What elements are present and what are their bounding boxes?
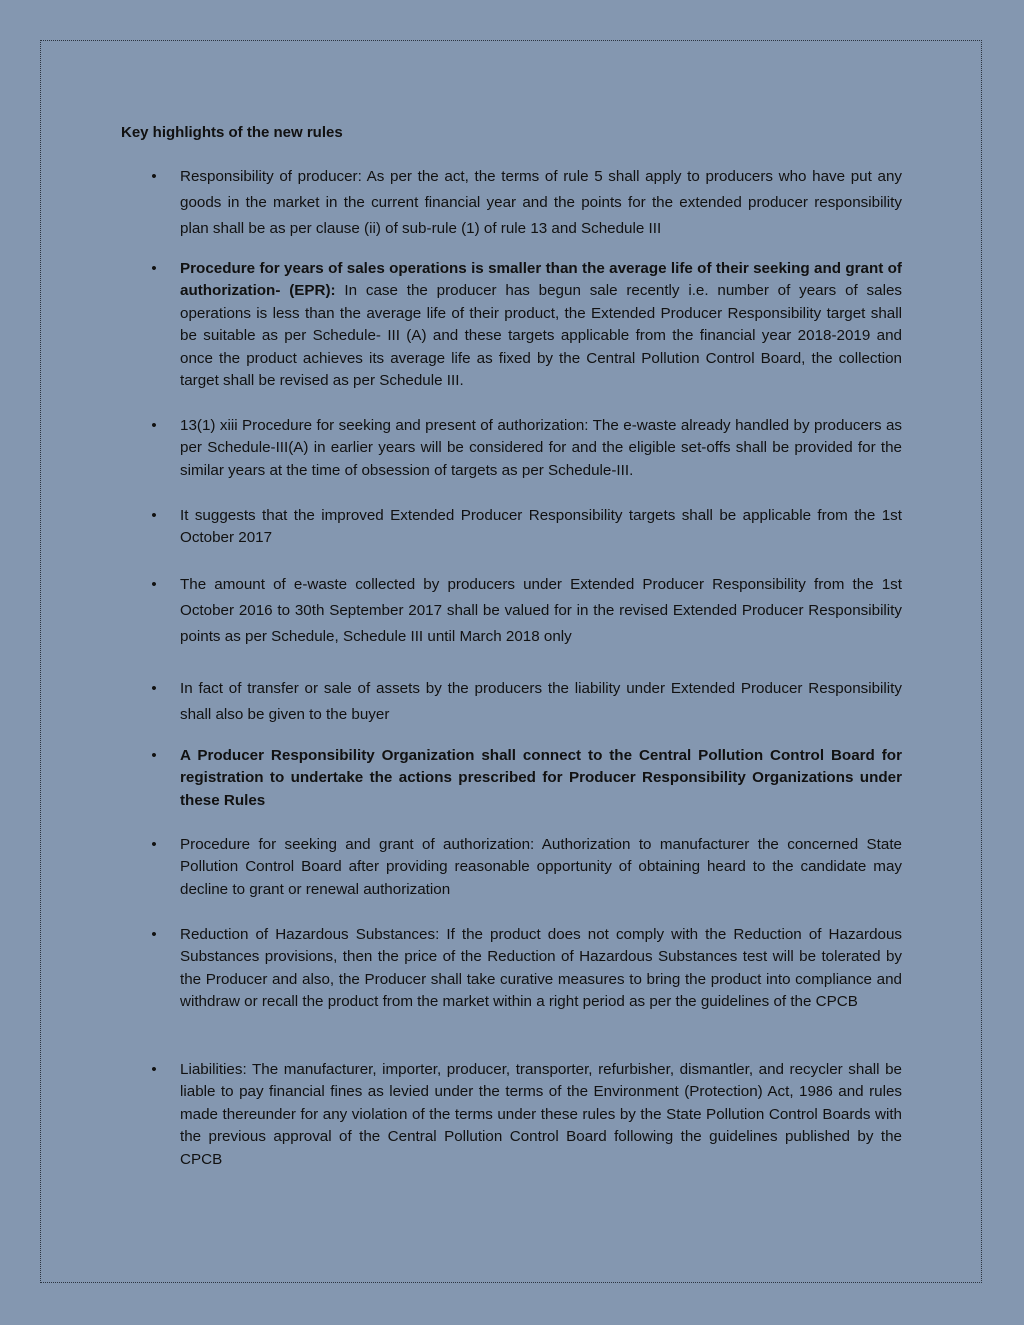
bullet-icon: • <box>151 926 157 943</box>
item-text: In fact of transfer or sale of assets by the producers the liability under Extended Producer Responsibility shall also be given to the buyer <box>180 680 902 723</box>
bullet-icon: • <box>151 836 157 853</box>
bullet-icon: • <box>151 680 157 697</box>
list-item <box>151 1059 902 1171</box>
list-item <box>151 834 902 901</box>
list-item <box>151 745 902 812</box>
list-item <box>151 924 902 1014</box>
list-item <box>151 676 902 728</box>
item-text: 13(1) xiii Procedure for seeking and present of authorization: The e-waste already handled by producers as per Schedule-III(A) in earlier years will be considered for and the eligible set-offs shall be provided for the similar years at the time of obsession of targets as per Schedule-III. <box>180 417 902 479</box>
list-item <box>151 572 902 649</box>
item-text: Liabilities: The manufacturer, importer, producer, transporter, refurbisher, dismantler, and recycler shall be liable to pay financial fines as levied under the terms of the Environment (Protection) Act, 1986 and rules made thereunder for any violation of the terms under these rules by the State Pollution Control Boards with the previous approval of the Central Pollution Control Board following the guidelines published by the CPCB <box>180 1061 902 1168</box>
bullet-icon: • <box>151 417 157 434</box>
list-item <box>151 258 902 392</box>
list-item <box>151 164 902 241</box>
item-bold-lead: Procedure for years of sales operations is smaller than the average life of their seeking and grant of authorization- (EPR): <box>180 260 902 300</box>
section-heading: Key highlights of the new rules <box>121 124 343 141</box>
item-text: The amount of e-waste collected by producers under Extended Producer Responsibility from the 1st October 2016 to 30th September 2017 shall be valued for in the revised Extended Producer Responsibility points as per Schedule, Schedule III until March 2018 only <box>180 576 902 645</box>
bullet-icon: • <box>151 168 157 185</box>
bullet-icon: • <box>151 747 157 764</box>
bullet-icon: • <box>151 260 157 277</box>
item-text: Responsibility of producer: As per the act, the terms of rule 5 shall apply to producers who have put any goods in the market in the current financial year and the points for the extended producer responsibility plan shall be as per clause (ii) of sub-rule (1) of rule 13 and Schedule III <box>180 168 902 237</box>
list-item <box>151 505 902 550</box>
bullet-icon: • <box>151 576 157 593</box>
item-text: In case the producer has begun sale recently i.e. number of years of sales operations is less than the average life of their product, the Extended Producer Responsibility target shall be suitable as per Schedule- III (A) and these targets applicable from the financial year 2018-2019 and once the product achieves its average life as fixed by the Central Pollution Control Board, the collection target shall be revised as per Schedule III. <box>180 282 902 390</box>
item-text: Procedure for seeking and grant of authorization: Authorization to manufacturer the concerned State Pollution Control Board after providing reasonable opportunity of obtaining heard to the candidate may decline to grant or renewal authorization <box>180 836 902 898</box>
item-bold-lead: A Producer Responsibility Organization shall connect to the Central Pollution Control Board for registration to undertake the actions prescribed for Producer Responsibility Organizations under these Rules <box>180 747 902 809</box>
bullet-icon: • <box>151 507 157 524</box>
item-text: It suggests that the improved Extended Producer Responsibility targets shall be applicable from the 1st October 2017 <box>180 507 902 547</box>
item-text: Reduction of Hazardous Substances: If the product does not comply with the Reduction of Hazardous Substances provisions, then the price of the Reduction of Hazardous Substances test will be tolerated by the Producer and also, the Producer shall take curative measures to bring the product into compliance and withdraw or recall the product from the market within a right period as per the guidelines of the CPCB <box>180 926 902 1011</box>
list-item <box>151 415 902 482</box>
bullet-icon: • <box>151 1061 157 1078</box>
